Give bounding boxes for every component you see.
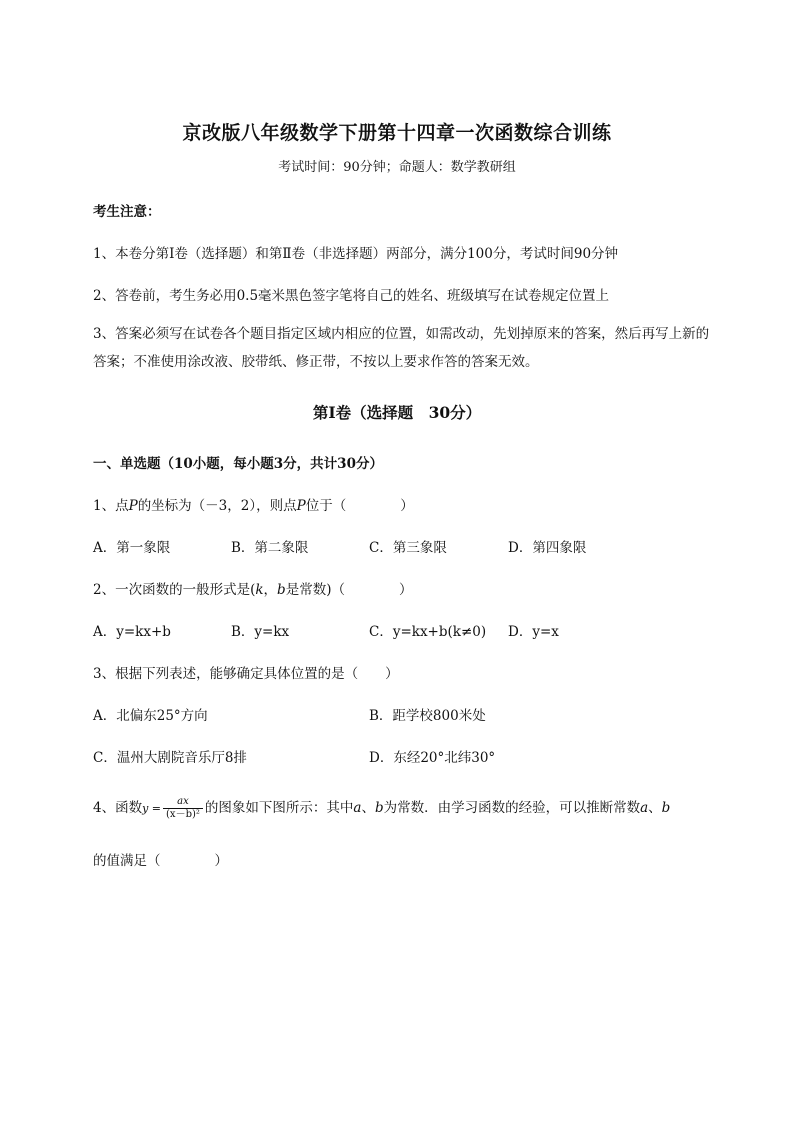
q3-option-b[interactable]: B．距学校800米处 bbox=[369, 708, 486, 724]
section-title: 第Ⅰ卷（选择题 30分） bbox=[312, 403, 482, 422]
q4-fraction-numerator: ax bbox=[177, 796, 189, 807]
q3-option-a[interactable]: A．北偏东25°方向 bbox=[93, 708, 208, 724]
page-title: 京改版八年级数学下册第十四章一次函数综合训练 bbox=[182, 122, 612, 144]
q4-stem-mid2: 为常数．由学习函数的经验，可以推断常数 bbox=[383, 800, 641, 816]
q1-stem-suffix: 位于（ ） bbox=[305, 498, 414, 514]
q2-stem-suffix: 是常数)（ ） bbox=[285, 582, 413, 598]
question-2 bbox=[93, 578, 412, 598]
q1-var-p2: P bbox=[296, 498, 306, 514]
q1-var-p: P bbox=[128, 498, 138, 514]
q4-stem-mid: 的图象如下图所示：其中 bbox=[204, 800, 354, 816]
q4-var-a2: a bbox=[640, 800, 649, 816]
notice-item-2: 2、答卷前，考生务必用0.5毫米黑色签字笔将自己的姓名、班级填写在试卷规定位置上 bbox=[93, 288, 610, 304]
q1-option-c[interactable]: C．第三象限 bbox=[369, 540, 447, 556]
q4-sep2: 、 bbox=[648, 800, 662, 816]
q1-stem-prefix: 1、点 bbox=[93, 498, 129, 514]
q4-var-b: b bbox=[374, 800, 384, 816]
q3-option-c[interactable]: C．温州大剧院音乐厅8排 bbox=[93, 750, 247, 766]
q2-option-d[interactable]: D．y=x bbox=[508, 624, 559, 640]
q2-option-c[interactable]: C．y=kx+b(k≠0) bbox=[369, 624, 487, 640]
notice-heading: 考生注意： bbox=[93, 204, 161, 220]
notice-item-1: 1、本卷分第Ⅰ卷（选择题）和第Ⅱ卷（非选择题）两部分，满分100分，考试时间90分钟 bbox=[93, 246, 619, 262]
q4-y-eq: y = bbox=[142, 802, 162, 815]
q4-stem-line2: 的值满足（ ） bbox=[93, 853, 228, 869]
q1-option-b[interactable]: B．第二象限 bbox=[231, 540, 309, 556]
q1-option-d[interactable]: D．第四象限 bbox=[508, 540, 587, 556]
q3-option-d[interactable]: D．东经20°北纬30° bbox=[369, 750, 496, 766]
exam-info: 考试时间：90分钟；命题人：数学教研组 bbox=[278, 160, 516, 175]
notice-item-3: 3、答案必须写在试卷各个题目指定区域内相应的位置，如需改动，先划掉原来的答案，然后再写上新的答案；不准使用涂改液、胶带纸、修正带，不按以上要求作答的答案无效。 bbox=[93, 326, 710, 370]
q4-fraction bbox=[163, 796, 203, 821]
q2-option-b[interactable]: B．y=kx bbox=[231, 624, 290, 640]
q4-stem-prefix: 4、函数 bbox=[93, 800, 143, 816]
q2-stem-prefix: 2、一次函数的一般形式是( bbox=[93, 582, 256, 598]
q4-var-a: a bbox=[353, 800, 362, 816]
q1-stem-mid: 的坐标为（－3，2），则点 bbox=[137, 498, 297, 514]
q4-sep: 、 bbox=[361, 800, 375, 816]
q2-var-b: b bbox=[277, 582, 286, 598]
q2-var-k: k bbox=[255, 582, 264, 598]
question-4 bbox=[93, 796, 670, 821]
question-1 bbox=[93, 494, 414, 514]
q1-option-a[interactable]: A．第一象限 bbox=[93, 540, 171, 556]
q4-fraction-denominator: (x－b)² bbox=[163, 808, 203, 821]
question-3: 3、根据下列表述，能够确定具体位置的是（ ） bbox=[93, 666, 399, 682]
part-heading: 一、单选题（10小题，每小题3分，共计30分） bbox=[93, 456, 383, 472]
q2-comma: ， bbox=[263, 582, 278, 598]
q2-option-a[interactable]: A．y=kx+b bbox=[93, 624, 171, 640]
q4-var-b2: b bbox=[661, 800, 671, 816]
